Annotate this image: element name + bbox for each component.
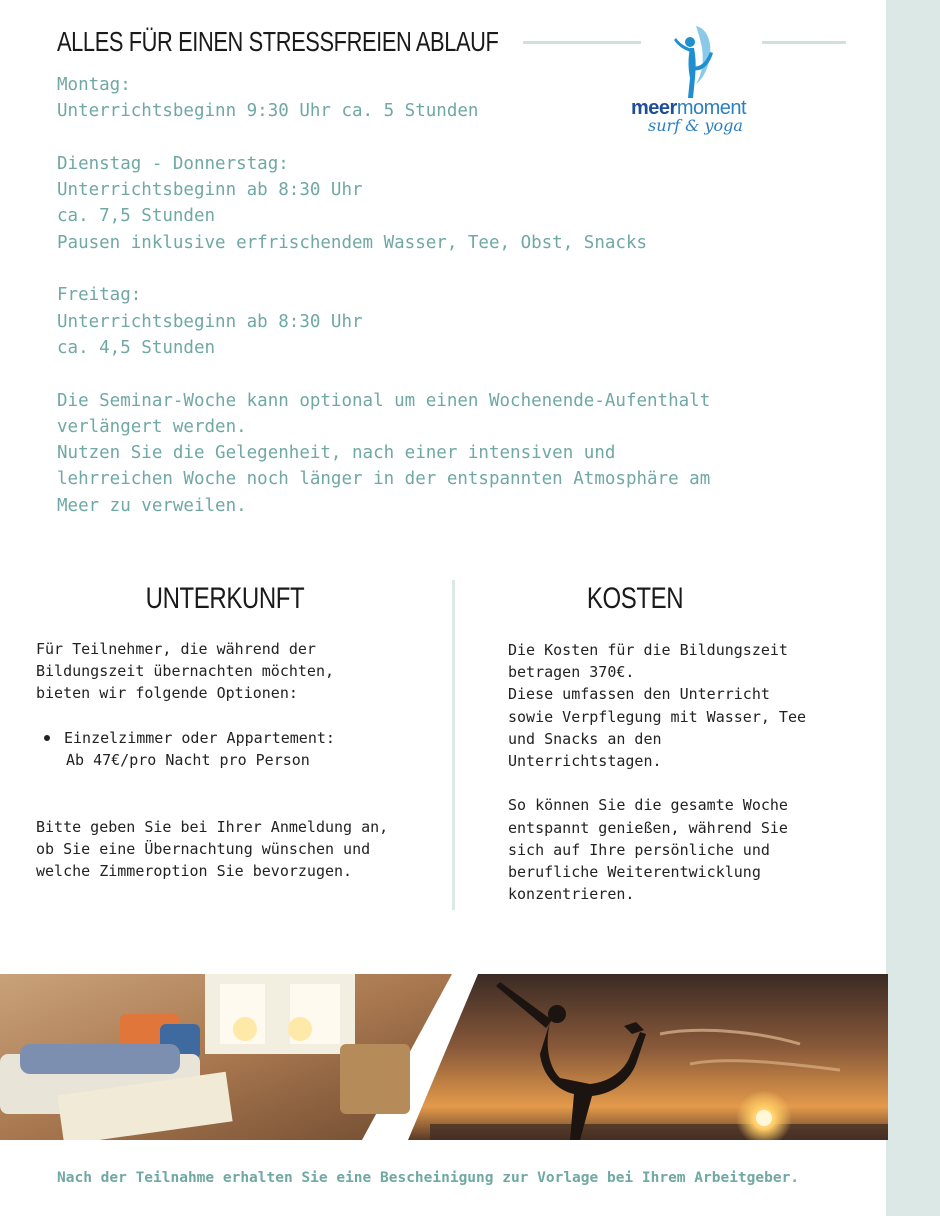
- logo-wordmark: meermoment: [631, 97, 747, 119]
- decorative-side-strip: [886, 0, 940, 1216]
- accommodation-title: UNTERKUNFT: [145, 582, 305, 615]
- bedroom-photo: [0, 974, 452, 1140]
- bullet-icon: [44, 735, 50, 741]
- column-divider: [452, 580, 455, 910]
- schedule-tue-thu: Dienstag - Donnerstag: Unterrichtsbeginn ab 8:30 Uhr ca. 7,5 Stunden Pausen inklusive erfrischendem Wasser, Tee, Obst, Snacks: [57, 153, 648, 253]
- yoga-sunset-photo: [408, 974, 888, 1140]
- header-rule-right: [762, 41, 846, 44]
- costs-title: KOSTEN: [586, 582, 684, 615]
- costs-text: Die Kosten für die Bildungszeit betragen 370€. Diese umfassen den Unterricht sowie Verpflegung mit Wasser, Tee und Snacks an den Unterrichtstagen. So können Sie die gesamte Woche entspannt genießen, während Sie sich auf Ihre persönliche und berufliche Weiterentwicklung konzentrieren.: [508, 641, 807, 904]
- schedule-extension: Die Seminar-Woche kann optional um einen Wochenende-Aufenthalt verlängert werden. Nutzen Sie die Gelegenheit, nach einer intensiven und lehrreichen Woche noch länger in der entspannten Atmosphäre am Meer zu verweilen.: [57, 390, 711, 516]
- accommodation-option: Einzelzimmer oder Appartement: Ab 47€/pro Nacht pro Person: [36, 727, 446, 771]
- header-rule-left: [523, 41, 641, 44]
- schedule-friday: Freitag: Unterrichtsbeginn ab 8:30 Uhr ca. 4,5 Stunden: [57, 285, 363, 358]
- accommodation-text: Für Teilnehmer, die während der Bildungszeit übernachten möchten, bieten wir folgende Optionen: Einzelzimmer oder Appartement: Ab 47€/pro Nacht pro Person Bitte geben Sie bei Ihrer Anmeldung an, ob Sie eine Übernachtung wünschen und welche Zimmeroption Sie bevorzugen.: [36, 638, 446, 882]
- certificate-note: Nach der Teilnahme erhalten Sie eine Bescheinigung zur Vorlage bei Ihrem Arbeitgeber.: [57, 1170, 800, 1186]
- logo-tagline: surf & yoga: [648, 116, 743, 135]
- page-title: ALLES FÜR EINEN STRESSFREIEN ABLAUF: [57, 26, 499, 57]
- schedule-monday: Montag: Unterrichtsbeginn 9:30 Uhr ca. 5 Stunden: [57, 75, 479, 122]
- schedule-section: [57, 72, 817, 545]
- photo-strip: [0, 974, 888, 1140]
